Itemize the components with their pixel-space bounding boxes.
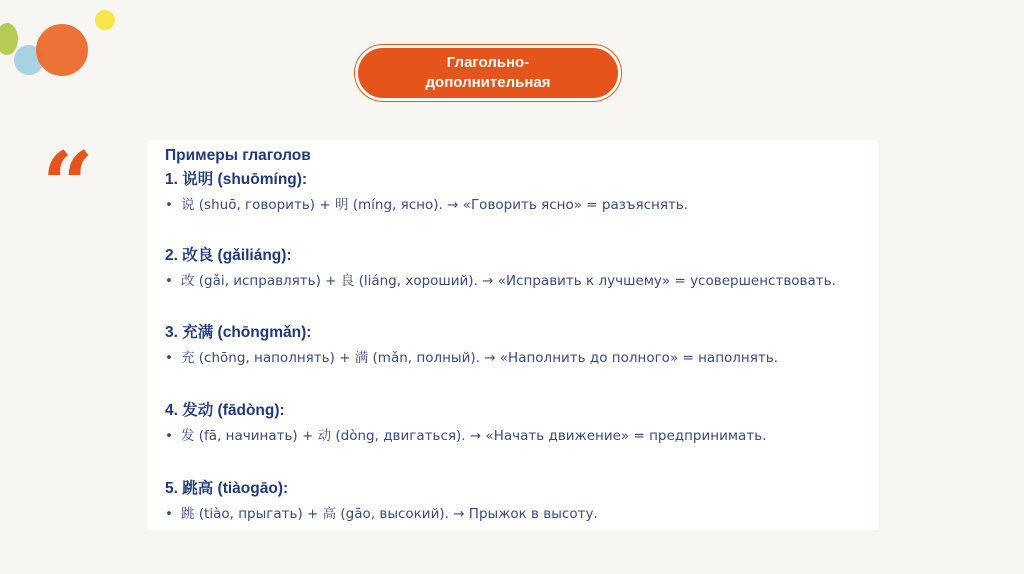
- entry-text: 改 (gǎi, исправлять) + 良 (liáng, хороший). → «Исправить к лучшему» = усовершенствовать.: [181, 273, 836, 289]
- bullet-icon: •: [165, 350, 173, 366]
- entry-title: 3. 充满 (chōngmǎn):: [165, 324, 312, 341]
- entry-title: 4. 发动 (fādòng):: [165, 402, 285, 419]
- entry-body: [165, 425, 865, 448]
- entry-4: [165, 400, 865, 448]
- entry-body: [165, 503, 865, 526]
- bullet-icon: •: [165, 273, 173, 289]
- entry-text: 充 (chōng, наполнять) + 满 (mǎn, полный). → «Наполнить до полного» = наполнять.: [181, 350, 778, 366]
- entry-title: 2. 改良 (gǎiliáng):: [165, 247, 292, 264]
- bullet-icon: •: [165, 428, 173, 444]
- title-banner: [355, 45, 621, 101]
- entry-text: 发 (fā, начинать) + 动 (dòng, двигаться). → «Начать движение» = предпринимать.: [181, 428, 767, 444]
- bullet-icon: •: [165, 506, 173, 522]
- entry-title: 1. 说明 (shuōmíng):: [165, 171, 308, 188]
- bullet-icon: •: [165, 197, 173, 213]
- entry-1: [165, 169, 865, 217]
- slide-title: Глагольно-дополнительная: [425, 54, 551, 91]
- decor-circle-orange: [36, 24, 88, 76]
- entry-body: [165, 270, 865, 293]
- entry-3: [165, 322, 865, 370]
- entry-text: 说 (shuō, говорить) + 明 (míng, ясно). → «Говорить ясно» = разъяснять.: [181, 197, 689, 213]
- entry-5: [165, 478, 865, 526]
- entry-2: [165, 245, 865, 293]
- entry-title: 5. 跳高 (tiàogāo):: [165, 480, 289, 497]
- decor-circle-yellow: [95, 10, 115, 30]
- entry-text: 跳 (tiào, прыгать) + 高 (gāo, высокий). → Прыжок в высоту.: [181, 506, 598, 522]
- decor-circle-green: [0, 23, 18, 55]
- entry-body: [165, 347, 865, 370]
- quote-icon: “: [42, 132, 94, 238]
- entry-body: [165, 194, 865, 217]
- content-panel: [147, 140, 878, 530]
- section-heading: Примеры глаголов: [165, 147, 311, 164]
